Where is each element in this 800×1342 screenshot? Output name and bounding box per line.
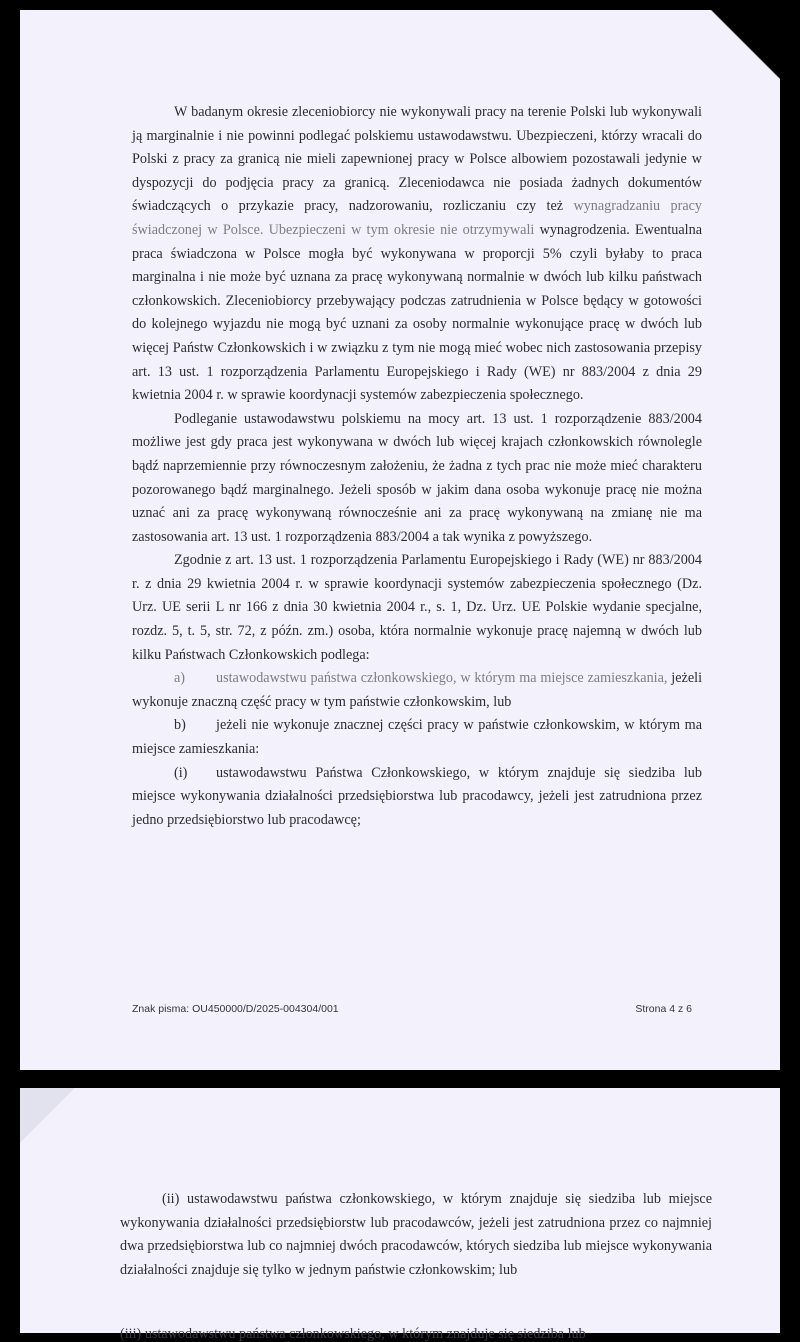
list-item-b [132, 714, 702, 761]
list-item-a [132, 667, 702, 714]
page-body [132, 101, 702, 832]
paragraph-3: Zgodnie z art. 13 ust. 1 rozporządzenia Parlamentu Europejskiego i Rady (WE) nr 883/2004 r. z dnia 29 kwietnia 2004 r. w sprawie koordynacji systemów zabezpieczenia społecznego (Dz. Urz. UE serii L nr 166 z dnia 30 kwietnia 2004 r., s. 1, Dz. Urz. UE Polskie wydanie specjalne, rozdz. 5, t. 5, str. 72, z późn. zm.) osoba, która normalnie wykonuje pracę najemną w dwóch lub kilku Państwach Członkowskich podlega: [132, 552, 702, 663]
paragraph-2: Podleganie ustawodawstwu polskiemu na mocy art. 13 ust. 1 rozporządzenie 883/2004 możliwe jest gdy praca jest wykonywana w dwóch lub więcej krajach członkowskich równolegle bądź naprzemiennie przy równoczesnym założeniu, że żadna z tych prac nie może mieć charakteru pozorowanego bądź marginalnego. Jeżeli sposób w jakim dana osoba wykonuje pracę nie można uznać ani za pracę wykonywaną równocześnie ani za pracę wykonywaną na zmianę nie ma zastosowania art. 13 ust. 1 rozporządzenia 883/2004 a tak wynika z powyższego. [132, 410, 702, 545]
list-item-a-text: jeżeli wykonuje znaczną część pracy w tym państwie członkowskim, lub [132, 670, 703, 710]
paragraph-1 [132, 101, 702, 408]
document-reference: Znak pisma: OU450000/D/2025-004304/001 [132, 1003, 339, 1015]
list-item-iii-text: (iii) ustawodawstwu państwa członkowskiego, w którym znajduje się siedziba lub [120, 1326, 586, 1342]
list-item-i-label: (i) [174, 764, 188, 781]
page-body [120, 1188, 712, 1282]
paragraph-1-faint-text: wynagradzaniu pracy świadczonej w Polsce. Ubezpieczeni w tym okresie nie otrzymywali [132, 198, 703, 238]
list-item-a-label: a) [174, 670, 186, 687]
page-number: Strona 4 z 6 [635, 1003, 692, 1015]
list-item-b-text: jeżeli nie wykonuje znacznej części pracy w państwie członkowskim, w którym ma miejsce zamieszkania: [132, 717, 702, 758]
list-item-i-text: ustawodawstwu Państwa Członkowskiego, w którym znajduje się siedziba lub miejsce wykonywania działalności przedsiębiorstwa lub pracodawcy, jeżeli jest zatrudniona przez jedno przedsiębiorstwo lub pracodawcę; [132, 764, 702, 828]
list-item-a-faint-text: ustawodawstwu państwa członkowskiego, w którym ma miejsce zamieszkania, [216, 670, 668, 687]
list-item-ii: (ii) ustawodawstwu państwa członkowskiego, w którym znajduje się siedziba lub miejsce wykonywania działalności przedsiębiorstw lub pracodawców, jeżeli jest zatrudniona przez co najmniej dwa przedsiębiorstwa lub co najmniej dwóch pracodawców, których siedziba lub miejsce wykonywania działalności znajduje się tylko w jednym państwie członkowskim; lub [120, 1191, 712, 1278]
paragraph-1-rest-text: wynagrodzenia. Ewentualna praca świadczona w Polsce mogła być wykonywana w proporcji 5% czyli byłaby to praca marginalna i nie może być uznana za pracę wykonywaną normalnie w dwóch lub kilku państwach członkowskich. Zleceniobiorcy przebywający podczas zatrudnienia w Polsce będący w gotowości do kolejnego wyjazdu nie mogą być uznani za osoby normalnie wykonujące pracę w dwóch lub więcej Państw Członkowskich i w związku z tym nie mogą mieć wobec nich zastosowania przepisy art. 13 ust. 1 rozporządzenia Parlamentu Europejskiego i Rady (WE) nr 883/2004 z dnia 29 kwietnia 2004 r. w sprawie koordynacji systemów zabezpieczenia społecznego. [132, 221, 702, 404]
list-item-i [132, 762, 702, 833]
document-page-4 [20, 10, 780, 1070]
list-item-b-label: b) [174, 717, 186, 734]
document-page-5 [20, 1088, 780, 1342]
paragraph-1-text: W badanym okresie zleceniobiorcy nie wykonywali pracy na terenie Polski lub wykonywali ją marginalnie i nie powinni podlegać polskiemu ustawodawstwu. Ubezpieczeni, którzy wracali do Polski z pracy za granicą nie mieli zapewnionej pracy w Polsce albowiem pozostawali jedynie w dyspozycji do podjęcia pracy za granicą. Zleceniodawca nie posiada żadnych dokumentów świadczących o przykazie pracy, nadzorowaniu, rozliczaniu czy też [132, 104, 702, 215]
list-item-iii-cut [120, 1320, 712, 1342]
